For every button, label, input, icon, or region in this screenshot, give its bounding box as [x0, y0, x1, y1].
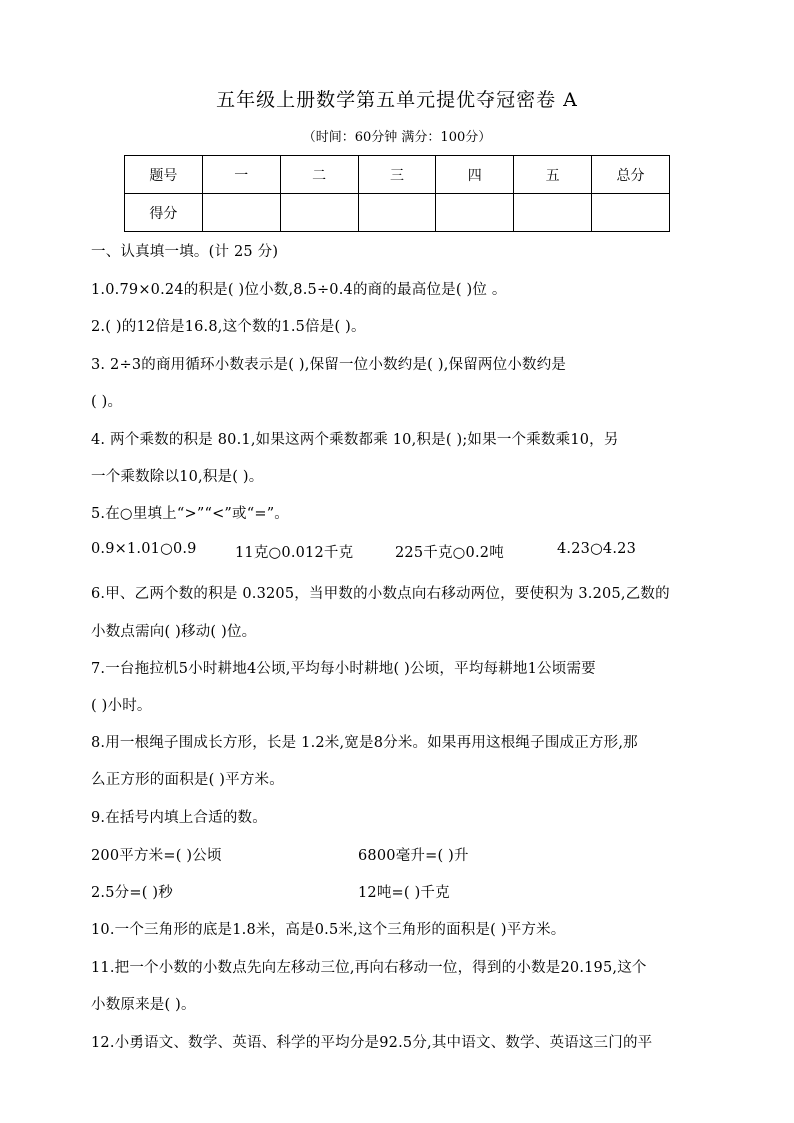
page-title: 五年级上册数学第五单元提优夺冠密卷 A	[216, 89, 578, 111]
question-7-line-2: ( )小时。	[91, 698, 152, 714]
table-cell: 四	[436, 156, 514, 194]
question-10: 10.一个三角形的底是1.8米，高是0.5米,这个三角形的面积是( )平方米。	[91, 922, 566, 938]
question-2: 2.( )的12倍是16.8,这个数的1.5倍是( )。	[91, 319, 366, 335]
score-cell[interactable]	[358, 194, 436, 232]
score-cell[interactable]	[280, 194, 358, 232]
compare-item: 0.9×1.01○0.9	[91, 541, 197, 557]
question-11-line-1: 11.把一个小数的小数点先向左移动三位,再向右移动一位，得到的小数是20.195,这个	[91, 960, 647, 976]
exam-info: （时间：60分钟 满分：100分）	[302, 130, 492, 145]
table-cell: 得分	[125, 194, 203, 232]
question-6-line-1: 6.甲、乙两个数的积是 0.3205，当甲数的小数点向右移动两位，要使积为 3.205,乙数的	[91, 586, 670, 602]
score-table	[124, 155, 670, 232]
table-cell: 三	[358, 156, 436, 194]
question-3-line-2: ( )。	[91, 394, 123, 410]
compare-item: 4.23○4.23	[557, 541, 637, 557]
question-11-line-2: 小数原来是( )。	[91, 997, 196, 1013]
section-heading: 一、认真填一填。(计 25 分)	[91, 244, 279, 260]
question-8-line-1: 8.用一根绳子围成长方形，长是 1.2米,宽是8分米。如果再用这根绳子围成正方形,那	[91, 735, 638, 751]
unit-conversion-item: 2.5分=( )秒	[91, 885, 173, 901]
question-5: 5.在○里填上“>”“<”或“=”。	[91, 506, 290, 522]
question-8-line-2: 么正方形的面积是( )平方米。	[91, 772, 284, 788]
unit-conversion-item: 12吨=( )千克	[358, 885, 450, 901]
question-4-line-1: 4. 两个乘数的积是 80.1,如果这两个乘数都乘 10,积是( );如果一个乘数乘10，另	[91, 432, 619, 448]
question-4-line-2: 一个乘数除以10,积是( )。	[91, 469, 264, 485]
unit-conversion-item: 6800毫升=( )升	[358, 848, 469, 864]
table-cell: 一	[202, 156, 280, 194]
question-12: 12.小勇语文、数学、英语、科学的平均分是92.5分,其中语文、数学、英语这三门的平	[91, 1035, 653, 1051]
score-cell[interactable]	[514, 194, 592, 232]
question-3-line-1: 3. 2÷3的商用循环小数表示是( ),保留一位小数约是( ),保留两位小数约是	[91, 357, 567, 373]
table-cell: 五	[514, 156, 592, 194]
compare-item: 225千克○0.2吨	[395, 545, 504, 561]
question-9: 9.在括号内填上合适的数。	[91, 810, 267, 826]
table-cell: 总分	[592, 156, 670, 194]
question-1: 1.0.79×0.24的积是( )位小数,8.5÷0.4的商的最高位是( )位 。	[91, 282, 507, 298]
compare-item: 11克○0.012千克	[235, 545, 354, 561]
table-cell: 题号	[125, 156, 203, 194]
score-table-header-row	[125, 156, 670, 194]
question-7-line-1: 7.一台拖拉机5小时耕地4公顷,平均每小时耕地( )公顷，平均每耕地1公顷需要	[91, 661, 596, 677]
score-cell[interactable]	[202, 194, 280, 232]
score-table-score-row	[125, 194, 670, 232]
score-cell[interactable]	[436, 194, 514, 232]
question-6-line-2: 小数点需向( )移动( )位。	[91, 624, 257, 640]
table-cell: 二	[280, 156, 358, 194]
score-cell[interactable]	[592, 194, 670, 232]
unit-conversion-item: 200平方米=( )公顷	[91, 848, 222, 864]
